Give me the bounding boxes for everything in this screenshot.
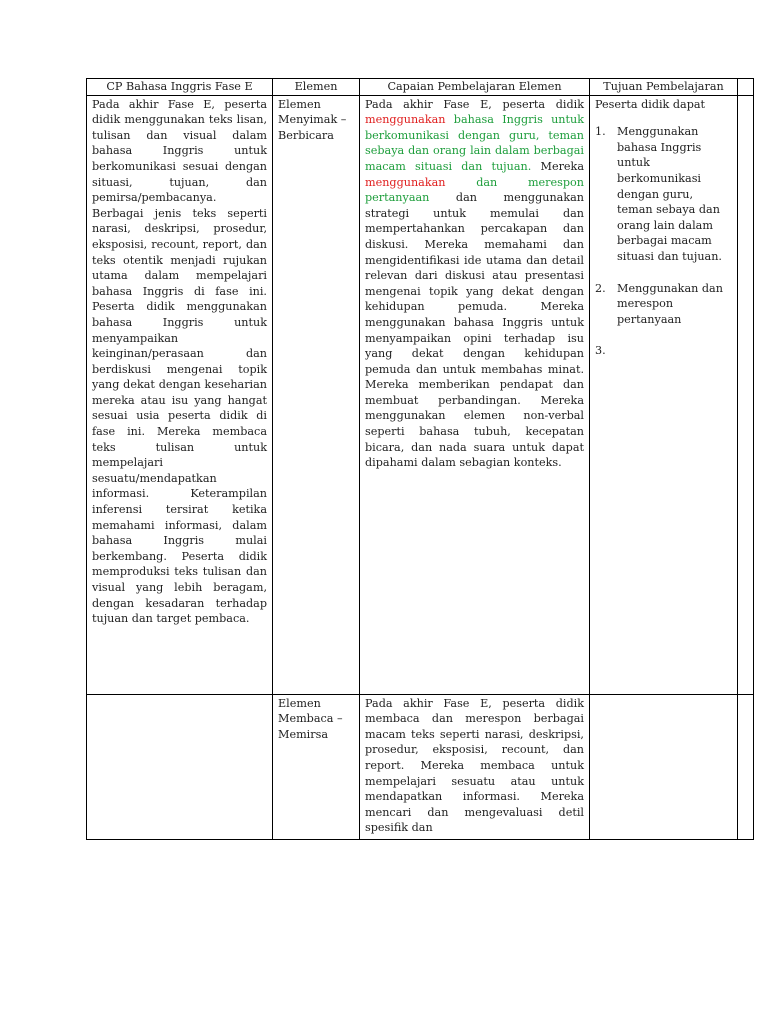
cp-paragraph-2: Berbagai jenis teks seperti narasi, deskripsi, prosedur, eksposisi, recount, report, dan teks otentik menjadi rujukan utama dalam mempelajari bahasa Inggris di fase ini. Peserta didik menggunakan bahasa Inggris untuk menyampaikan keinginan/perasaan dan berdiskusi mengenai topik yang dekat dengan keseharian mereka atau isu yang hangat sesuai usia peserta didik di fase ini. Mereka membaca teks tulisan untuk mempelajari sesuatu/mendapatkan informasi. Keterampilan inferensi tersirat ketika memahami informasi, dalam bahasa Inggris mulai berkembang. Peserta didik memproduksi teks tulisan dan visual yang lebih beragam, dengan kesadaran terhadap tujuan dan target pembaca. [92, 206, 267, 626]
extra-cell [738, 95, 754, 694]
list-item [595, 343, 732, 359]
capaian-text: Pada akhir Fase E, peserta didik [365, 97, 584, 111]
list-item [595, 281, 732, 328]
capaian-text: Pada akhir Fase E, peserta didik membaca dan merespon berbagai macam teks seperti narasi, deskripsi, prosedur, eksposisi, recount, dan report. Mereka membaca untuk mempelajari sesuatu atau untuk mendapatkan informasi. Mereka mencari dan mengevaluasi detil spesifik dan [365, 696, 584, 835]
cp-cell [87, 694, 273, 839]
tujuan-cell [590, 95, 738, 694]
capaian-text: Mereka [531, 159, 584, 173]
header-cp: CP Bahasa Inggris Fase E [87, 79, 273, 96]
list-text [617, 343, 732, 359]
capaian-highlight-green: dan merespon pertanyaan [365, 175, 584, 205]
table-row [87, 95, 754, 694]
list-text: Menggunakan bahasa Inggris untuk berkomunikasi dengan guru, teman sebaya dan orang lain dalam berbagai macam situasi dan tujuan. [617, 125, 722, 263]
list-number: 1. [595, 125, 606, 139]
list-item [595, 124, 732, 264]
elemen-cell [273, 694, 360, 839]
tujuan-intro: Peserta didik dapat [595, 97, 706, 111]
header-capaian: Capaian Pembelajaran Elemen [360, 79, 590, 96]
elemen-cell [273, 95, 360, 694]
tujuan-list [595, 124, 732, 359]
cp-paragraph-1: Pada akhir Fase E, peserta didik menggunakan teks lisan, tulisan dan visual dalam bahasa Inggris untuk berkomunikasi sesuai dengan situasi, tujuan, dan pemirsa/pembacanya. [92, 97, 267, 205]
list-number: 2. [595, 281, 606, 295]
capaian-highlight-green: bahasa Inggris untuk berkomunikasi dengan guru, teman sebaya dan orang lain dalam berbagai macam situasi dan tujuan. [365, 113, 584, 173]
capaian-text: dan menggunakan strategi untuk memulai dan mempertahankan percakapan dan diskusi. Mereka memahami dan mengidentifikasi ide utama dan detail relevan dari diskusi atau presentasi mengenai topik yang dekat dengan kehidupan pemuda. Mereka menggunakan bahasa Inggris untuk menyampaikan opini terhadap isu yang dekat dengan kehidupan pemuda dan untuk membahas minat. Mereka memberikan pendapat dan membuat perbandingan. Mereka menggunakan elemen non-verbal seperti bahasa tubuh, kecepatan bicara, dan nada suara untuk dapat dipahami dalam sebagian konteks. [365, 191, 584, 470]
cp-cell [87, 95, 273, 694]
elemen-label: Elemen Membaca – Memirsa [278, 696, 343, 741]
elemen-label: Elemen Menyimak – Berbicara [278, 97, 347, 142]
list-text: Menggunakan dan merespon pertanyaan [617, 281, 723, 326]
capaian-highlight-red: menggunakan [365, 113, 446, 127]
header-row [87, 79, 754, 96]
capaian-cell [360, 694, 590, 839]
table-row [87, 694, 754, 839]
extra-cell [738, 694, 754, 839]
tujuan-cell [590, 694, 738, 839]
header-tujuan: Tujuan Pembelajaran [590, 79, 738, 96]
curriculum-table [86, 78, 754, 840]
capaian-highlight-red: menggunakan [365, 175, 446, 189]
capaian-cell [360, 95, 590, 694]
list-number: 3. [595, 344, 606, 358]
header-elemen: Elemen [273, 79, 360, 96]
header-extra [738, 79, 754, 96]
